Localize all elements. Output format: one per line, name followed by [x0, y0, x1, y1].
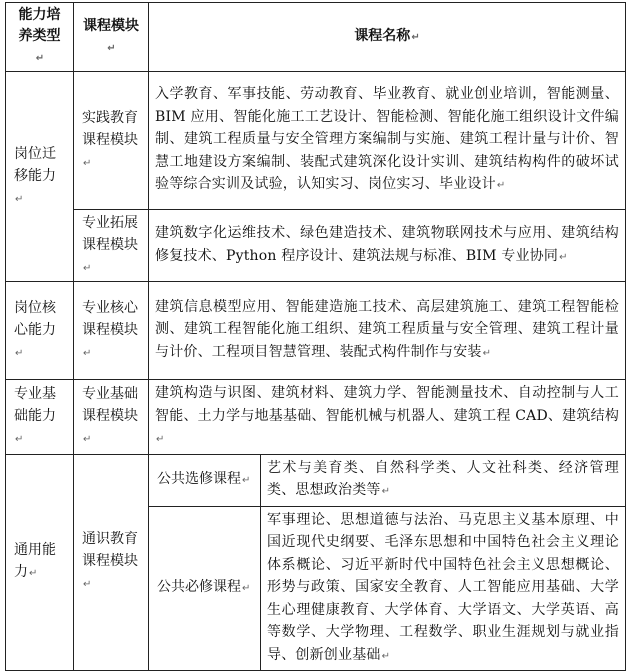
table-row	[6, 282, 626, 380]
category-cell: 岗位核心能力↵	[6, 282, 74, 380]
module-cell: 专业核心课程模块↵	[74, 282, 149, 380]
header-course-name: 课程名称↵	[149, 3, 626, 72]
course-list-cell: 建筑数字化运维技术、绿色建造技术、建筑物联网技术与应用、建筑结构修复技术、Python 程序设计、建筑法规与标准、BIM 专业协同↵	[149, 210, 626, 282]
module-cell: 专业拓展课程模块↵	[74, 210, 149, 282]
sub-module-cell: 公共必修课程↵	[149, 506, 261, 671]
category-cell: 通用能力↵	[6, 454, 74, 671]
table-row	[6, 380, 626, 455]
table-row	[6, 72, 626, 210]
module-cell: 专业基础课程模块↵	[74, 380, 149, 455]
course-list-cell: 入学教育、军事技能、劳动教育、毕业教育、就业创业培训，智能测量、BIM 应用、智能化施工工艺设计、智能检测、智能化施工组织设计文件编制、建筑工程质量与安全管理方案编制与实施、建筑工程计量与计价、智慧工地建设方案编制、装配式建筑深化设计实训、建筑结构构件的破坏试验等综合实训及试验，认知实习、岗位实习、毕业设计↵	[149, 72, 626, 210]
module-cell: 实践教育课程模块↵	[74, 72, 149, 210]
header-module: 课程模块↵	[74, 3, 149, 72]
header-ability-type: 能力培养类型↵	[6, 3, 74, 72]
course-list-cell: 建筑信息模型应用、智能建造施工技术、高层建筑施工、建筑工程智能检测、建筑工程智能化施工组织、建筑工程质量与安全管理、建筑工程计量与计价、工程项目智慧管理、装配式构件制作与安装↵	[149, 282, 626, 380]
header-row	[6, 3, 626, 72]
sub-module-cell: 公共选修课程↵	[149, 454, 261, 506]
course-list-cell: 建筑构造与识图、建筑材料、建筑力学、智能测量技术、自动控制与人工智能、土力学与地基基础、智能机械与机器人、建筑工程 CAD、建筑结构↵	[149, 380, 626, 455]
module-cell: 通识教育课程模块↵	[74, 454, 149, 671]
category-cell: 岗位迁移能力↵	[6, 72, 74, 282]
curriculum-table	[5, 2, 626, 671]
course-list-cell: 艺术与美育类、自然科学类、人文社科类、经济管理类、思想政治类等↵	[261, 454, 626, 506]
category-cell: 专业基础能力↵	[6, 380, 74, 455]
table-row	[6, 454, 626, 506]
table-row	[6, 210, 626, 282]
course-list-cell: 军事理论、思想道德与法治、马克思主义基本原理、中国近现代史纲要、毛泽东思想和中国特色社会主义理论体系概论、习近平新时代中国特色社会主义思想概论、形势与政策、国家安全教育、人工智能应用基础、大学生心理健康教育、大学体育、大学语文、大学英语、高等数学、大学物理、工程数学、职业生涯规划与就业指导、创新创业基础↵	[261, 506, 626, 671]
